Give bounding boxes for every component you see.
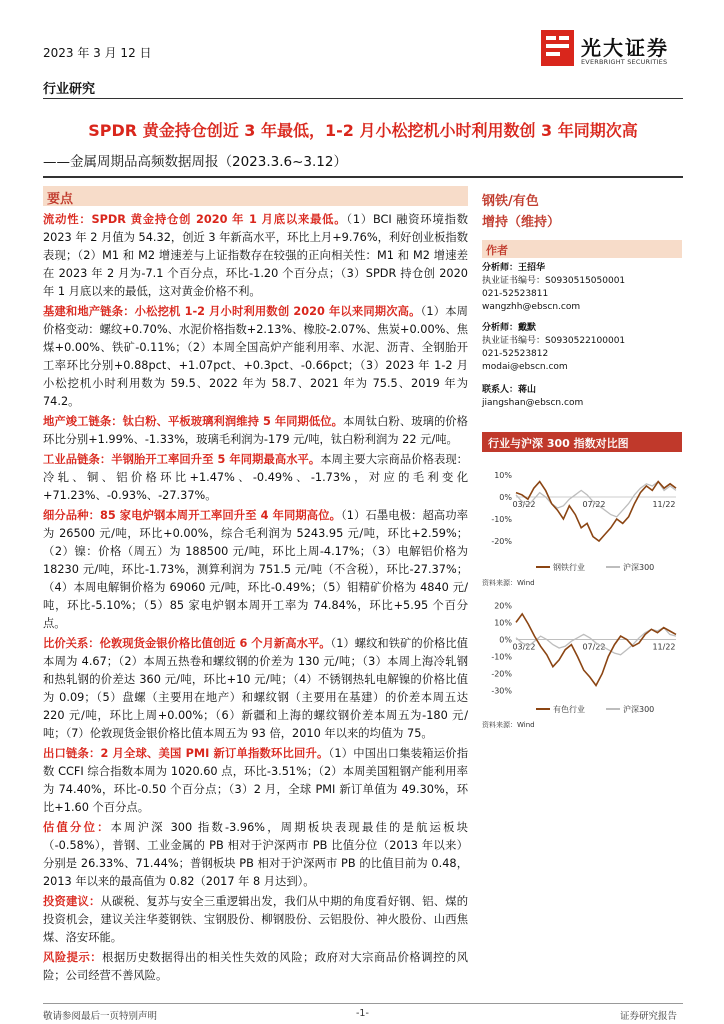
key-point-lead: 基建和地产链条： bbox=[43, 305, 135, 318]
key-points-body bbox=[43, 211, 468, 987]
authors-heading: 作者 bbox=[486, 244, 508, 257]
sidebar bbox=[482, 190, 682, 730]
key-point-paragraph bbox=[43, 211, 468, 301]
key-point-lead: 投资建议： bbox=[43, 895, 101, 908]
report-title: SPDR 黄金持仓创近 3 年最低，1-2 月小松挖机小时利用数创 3 年同期次高 bbox=[88, 121, 638, 140]
y-tick-label: -20% bbox=[491, 669, 512, 679]
key-point-body: （1）螺纹和铁矿的价格比值本周为 4.67；（2）本周五热卷和螺纹钢的价差为 130 元/吨；（3）本周上海冷轧钢和热轧钢的价差达 360 元/吨，环比+10 元/吨；（4）不锈钢热轧电解镍的价格比值为 0.09；（5）盘螺（主要用在地产）和螺纹钢（主要用在基建）的价差本周五达 220 元/吨，环比上周+0.00%；（6）新疆和上海的螺纹钢价差本周五为-180 元/吨；（7）伦敦现货金银价格比值本周五为 93 倍，2010 年以来的均值为 75。 bbox=[43, 637, 468, 740]
key-point-body: 从碳税、复苏与安全三重逻辑出发，我们从中期的角度看好钢、铝、煤的投资机会，建议关注华菱钢铁、宝钢股份、柳钢股份、云铝股份、神火股份、山西焦煤、洛安环能。 bbox=[43, 895, 468, 944]
chart-header bbox=[482, 432, 682, 452]
rating-value: 增持（维持） bbox=[482, 215, 561, 230]
contact-block bbox=[482, 384, 682, 410]
analyst-name: 分析师：戴默 bbox=[482, 323, 537, 333]
key-point-body: （1）BCI 融资环境指数 2023 年 2 月值为 54.32，创近 3 年新高水平，环比上月+9.76%，利好创业板指数表现；（2）M1 和 M2 增速差与上证指数存在较强的正向相关性：M1 和 M2 增速差在 2023 年 2 月为-7.1 个百分点，环比-1.20 个百分点；（3）SPDR 持仓创 2020 年 1 月底以来的最低，这对黄金价格不利。 bbox=[43, 213, 468, 298]
analyst-phone: 021-52523812 bbox=[482, 349, 549, 359]
key-point-lead: 出口链条： bbox=[43, 747, 101, 760]
legend-label: 有色行业 bbox=[553, 705, 585, 714]
y-tick-label: 0% bbox=[499, 635, 512, 645]
analyst-name: 分析师：王招华 bbox=[482, 263, 546, 273]
company-logo bbox=[541, 30, 686, 72]
legend-label: 钢铁行业 bbox=[553, 563, 585, 572]
x-tick-label: 03/22 bbox=[512, 500, 536, 509]
key-point-highlight: 85 家电炉钢本周开工率回升至 4 年同期高位。 bbox=[100, 509, 342, 522]
y-tick-label: -10% bbox=[491, 652, 512, 662]
key-point-paragraph bbox=[43, 303, 468, 411]
chart-heading: 行业与沪深 300 指数对比图 bbox=[488, 437, 629, 450]
key-point-paragraph bbox=[43, 745, 468, 817]
divider bbox=[43, 98, 683, 99]
logo-mark-icon bbox=[541, 30, 574, 66]
key-points-heading: 要点 bbox=[47, 192, 74, 207]
y-tick-label: 10% bbox=[494, 618, 512, 628]
report-subtitle: ——金属周期品高频数据周报（2023.3.6~3.12） bbox=[43, 154, 347, 170]
key-points-header bbox=[43, 186, 468, 206]
contact-email[interactable]: jiangshan@ebscn.com bbox=[482, 398, 584, 408]
contact-name: 蒋山 bbox=[518, 385, 537, 395]
key-point-paragraph bbox=[43, 413, 468, 449]
y-tick-label: -10% bbox=[491, 515, 512, 524]
report-date: 2023 年 3 月 12 日 bbox=[43, 46, 152, 60]
y-tick-label: 0% bbox=[499, 493, 512, 502]
divider bbox=[43, 176, 683, 178]
key-point-body: （1）中国出口集装箱运价指数 CCFI 综合指数本周为 1020.60 点，环比-3.51%；（2）本周美国粗钢产能利用率为 74.40%，环比-0.50 个百分点；（3）2 月，全球 PMI 新订单值为 49.30%，环比+1.60 个百分点。 bbox=[43, 747, 468, 814]
footer-disclaimer[interactable]: 敬请参阅最后一页特别声明 bbox=[43, 1011, 158, 1022]
x-tick-label: 11/22 bbox=[652, 642, 676, 652]
chart-steel-vs-hs300 bbox=[482, 458, 682, 578]
key-point-lead: 比价关系： bbox=[43, 637, 100, 650]
key-point-paragraph bbox=[43, 949, 468, 985]
x-tick-label: 07/22 bbox=[582, 500, 606, 509]
key-point-paragraph bbox=[43, 451, 468, 505]
key-point-paragraph bbox=[43, 893, 468, 947]
footer-report-type: 证券研究报告 bbox=[620, 1011, 678, 1022]
contact-label: 联系人： bbox=[482, 385, 519, 395]
key-point-highlight: 半钢胎开工率回升至 5 年同期最高水平。 bbox=[111, 453, 321, 466]
key-point-lead: 风险提示： bbox=[43, 951, 103, 964]
analyst-block bbox=[482, 262, 682, 314]
y-tick-label: 20% bbox=[494, 601, 512, 611]
key-point-highlight: 小松挖机 1-2 月小时利用数创 2020 年以来同期次高。 bbox=[134, 305, 421, 318]
logo-text-en: EVERBRIGHT SECURITIES bbox=[581, 58, 668, 66]
series-line bbox=[516, 482, 676, 541]
key-point-lead: 细分品种： bbox=[43, 509, 101, 522]
key-point-highlight: SPDR 黄金持仓创 2020 年 1 月底以来最低。 bbox=[91, 213, 347, 226]
legend-label: 沪深300 bbox=[623, 705, 655, 714]
chart-source: 资料来源：Wind bbox=[482, 579, 535, 587]
authors-header bbox=[482, 240, 682, 258]
key-point-highlight: 2 月全球、美国 PMI 新订单指数环比回升。 bbox=[100, 747, 329, 760]
analyst-cert: 执业证书编号：S0930522100001 bbox=[482, 336, 626, 346]
key-point-lead: 工业品链条： bbox=[43, 453, 112, 466]
analyst-email[interactable]: modai@ebscn.com bbox=[482, 362, 568, 372]
key-point-body: （1）本周价格变动：螺纹+0.70%、水泥价格指数+2.13%、橡胶-2.07%、焦炭+0.00%、焦煤+0.00%、铁矿-0.11%；（2）本周全国高炉产能利用率、水泥、沥青、全钢胎开工率环比分别+0.88pct、+1.07pct、+0.3pct、-0.66pct；（3）2023 年 1-2 月小松挖机小时利用数为 59.5、2022 年为 58.7、2021 年为 75.5、2019 年为 74.2。 bbox=[43, 305, 468, 408]
logo-text-cn: 光大证券 bbox=[581, 36, 669, 60]
x-tick-label: 03/22 bbox=[512, 642, 536, 652]
key-point-highlight: 伦敦现货金银价格比值创近 6 个月新高水平。 bbox=[99, 637, 331, 650]
footer-divider bbox=[43, 1003, 683, 1004]
analyst-cert: 执业证书编号：S0930515050001 bbox=[482, 276, 626, 286]
key-point-highlight: 钛白粉、平板玻璃利润维持 5 年同期低位。 bbox=[122, 415, 344, 428]
key-point-lead: 地产竣工链条： bbox=[43, 415, 123, 428]
legend-label: 沪深300 bbox=[623, 563, 655, 572]
key-point-body: 根据历史数据得出的相关性失效的风险；政府对大宗商品价格调控的风险；公司经营不善风险。 bbox=[43, 951, 468, 982]
analyst-phone: 021-52523811 bbox=[482, 289, 549, 299]
y-tick-label: -30% bbox=[491, 686, 512, 696]
chart-nonferrous-vs-hs300 bbox=[482, 596, 682, 720]
key-point-body: 本周沪深 300 指数-3.96%，周期板块表现最佳的是航运板块（-0.58%），普钢、工业金属的 PB 相对于沪深两市 PB 比值分位（2013 年以来）分别是 26.33%、71.44%；普钢板块 PB 相对于沪深两市 PB 的比值目前为 0.48，2013 年以来的最高值为 0.82（2017 年 8 月达到）。 bbox=[43, 821, 468, 888]
key-point-paragraph bbox=[43, 635, 468, 743]
key-point-body: 本周主要大宗商品价格表现：冷轧、铜、铝价格环比+1.47%、-0.49%、-1.73%，对应的毛利变化+71.23%、-0.93%、-27.37%。 bbox=[43, 453, 468, 502]
report-category: 行业研究 bbox=[43, 82, 96, 97]
analyst-email[interactable]: wangzhh@ebscn.com bbox=[482, 302, 581, 312]
chart-source: 资料来源：Wind bbox=[482, 721, 535, 729]
x-tick-label: 11/22 bbox=[652, 500, 676, 509]
y-tick-label: 10% bbox=[494, 471, 512, 480]
page-number: -1- bbox=[356, 1008, 369, 1019]
key-point-body: 本周钛白粉、玻璃的价格环比分别+1.99%、-1.33%，玻璃毛利润为-179 元/吨，钛白粉利润为 22 元/吨。 bbox=[43, 415, 468, 446]
key-point-lead: 估值分位： bbox=[43, 821, 111, 834]
key-point-paragraph bbox=[43, 507, 468, 633]
key-point-lead: 流动性： bbox=[43, 213, 92, 226]
rating-sector: 钢铁/有色 bbox=[482, 194, 539, 209]
analyst-block bbox=[482, 322, 682, 374]
key-point-body: （1）石墨电极：超高功率为 26500 元/吨，环比+0.00%，综合毛利润为 5243.95 元/吨，环比+2.59%；（2）镍：价格（周五）为 188500 元/吨，环比上周-4.17%；（3）电解铝价格为 18230 元/吨，环比-1.73%，测算利润为 751.5 元/吨（不含税），环比-27.37%；（4）本周电解铜价格为 69060 元/吨，环比-0.49%；（5）钼精矿价格为 4840 元/吨，环比-5.10%；（5）85 家电炉钢本周开工率为 74.84%，环比+5.95 个百分点。 bbox=[43, 509, 468, 630]
y-tick-label: -20% bbox=[491, 537, 512, 546]
key-point-paragraph bbox=[43, 819, 468, 891]
x-tick-label: 07/22 bbox=[582, 642, 606, 652]
